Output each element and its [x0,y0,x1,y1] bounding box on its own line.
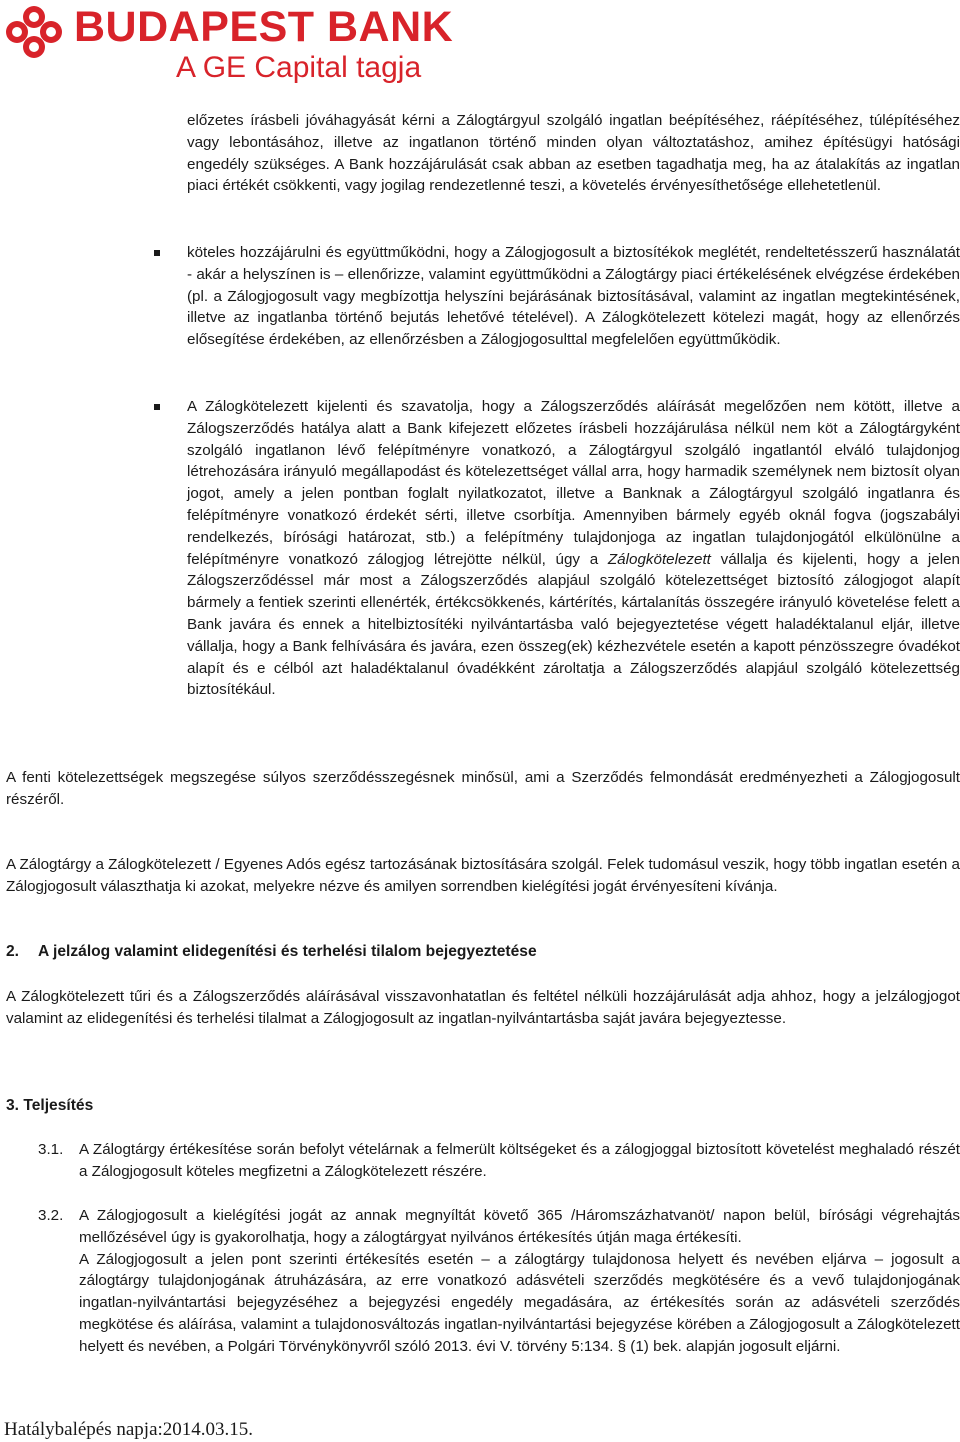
declaration-text-part1: A Zálogkötelezett kijelenti és szavatolja, hogy a Zálogszerződés aláírását megelőzően nem kötött, illetve a Zálogszerződés hatálya alatt a Bank kifejezett előzetes írásbeli hozzájárulása nélkül nem köt a Zálogtárgyként szolgáló ingatlanon lévő felépítményre vonatkozó, a Zálogtárgyul szolgáló ingatlantól elváló tulajdonjog létrehozására irányuló megállapodást és kötelezettséget vállal arra, hogy harmadik személynek nem biztosít olyan jogot, amely a jelen pontban foglalt nyilatkozatot, illetve a Banknak a Zálogtárgyul szolgáló ingatlanra és felépítményre vonatkozó érdekét sérti, illetve csorbítja. Amennyiben bármely egyéb oknál fogva (jogszabályi rendelkezés, bírósági határozat, stb.) a felépítmény tulajdonjoga az ingatlan tulajdonjogától elkülönülne a felépítményre vonatkozó zálogjog létrejötte nélkül, úgy a [187,398,960,568]
item-3-1-text: A Zálogtárgy értékesítése során befolyt vételárnak a felmerült költségeket és a zálogjoggal biztosított követelést meghaladó részét a Zálogjogosult köteles megfizetni a Zálogkötelezett részére. [79,1141,960,1180]
brand-tagline: A GE Capital tagja [176,51,422,84]
item-3-1-number: 3.1. [38,1141,64,1158]
page-header [0,0,454,96]
section-2-text: A Zálogkötelezett tűri és a Zálogszerződés aláírásával visszavonhatatlan és feltétel nélküli hozzájárulását adja ahhoz, hogy a jelzálogjogot valamint az elidegenítési és terhelési tilalmat a Zálogjogosult az ingatlan-nyilvántartásba saját javára bejegyeztesse. [6,988,960,1027]
collateral-paragraph: A Zálogtárgy a Zálogkötelezett / Egyenes Adós egész tartozásának biztosítására szolgál. Felek tudomásul veszik, hogy több ingatlan esetén a Zálogjogosult választhatja ki azokat, melyekre nézve és amilyen sorrendben kielégítési jogát érvényesíteni kívánja. [6,856,960,895]
section-3-heading: 3. Teljesítés [6,1097,94,1114]
bullet-square-icon [154,250,160,256]
declaration-emphasis: Zálogkötelezett [607,550,711,568]
list-item-declaration [187,396,960,701]
effective-date-footer: Hatálybalépés napja:2014.03.15. [4,1419,254,1440]
breach-paragraph: A fenti kötelezettségek megszegése súlyos szerződésszegésnek minősül, ami a Szerződés felmondását eredményezheti a Zálogjogosult részéről. [6,769,960,808]
section-2-heading [6,941,537,963]
item-3-2-paragraph-2: A Zálogjogosult a jelen pont szerinti értékesítés esetén – a zálogtárgy tulajdonosa helyett és nevében eljárva – jogosult a zálogtárgy tulajdonjogának átruházására, az erre vonatkozó adásvételi szerződés megkötésére és a vevő tulajdonjogának ingatlan-nyilvántartási bejegyzéséhez a bejegyzési engedély megadására, az értékesítés során az adásvételi szerződés megkötése és aláírása, valamint a tulajdonosváltozás ingatlan-nyilvántartási bejegyzése körében a Zálogjogosult a Zálogkötelezett helyett és nevében, a Polgári Törvénykönyvről szóló 2013. évi V. törvény 5:134. § (1) bek. alapján jogosult eljárni. [79,1250,960,1355]
brand-name: BUDAPEST BANK [74,3,454,51]
intro-paragraph: előzetes írásbeli jóváhagyását kérni a Zálogtárgyul szolgáló ingatlan beépítéséhez, ráépítéséhez, túlépítéséhez vagy lebontásához, illetve az ingatlanon történő minden olyan változtatáshoz, amihez építésügyi hatósági engedély szükséges. A Bank hozzájárulását csak abban az esetben tagadhatja meg, ha az átalakítás az ingatlan piaci értékét csökkenti, vagy jogilag rendezetlenné teszi, a követelés érvényesíthetősége ellehetetlenül. [187,112,960,195]
section-2-number: 2. [6,943,20,960]
item-3-2-paragraph-1: A Zálogjogosult a kielégítési jogát az annak megnyíltát követő 365 /Háromszázhatvanöt/ napon belül, bírósági végrehajtás mellőzésével úgy is gyakorolhatja, hogy a zálogtárgyat nyilvános értékesítés útján maga értékesíti. [79,1207,960,1246]
bank-logo-icon [4,4,64,60]
list-item-cooperation: köteles hozzájárulni és együttműködni, hogy a Zálogjogosult a biztosítékok meglétét, rendeltetésszerű használatát - akár a helyszínen is – ellenőrizze, valamint együttműködni a Zálogtárgy piaci értékelésének elvégzése érdekében (pl. a Zálogjogosult vagy megbízottja helyszíni bejárásának biztosításával, valamint az ingatlan megtekintésének, illetve az ingatlanba történő bejutás lehetővé tételével). A Zálogkötelezett kötelezi magát, hogy az ellenőrzés elősegítése érdekében, az ellenőrzésben a Zálogjogosulttal megfelelően együttműködik. [187,244,960,349]
section-2-title: A jelzálog valamint elidegenítési és terhelési tilalom bejegyeztetése [38,943,537,960]
item-3-2-number: 3.2. [38,1207,64,1224]
bullet-square-icon [154,404,160,410]
declaration-text-part2: vállalja és kijelenti, hogy a jelen Zálogszerződéssel már most a Zálogszerződés alapjául szolgáló kötelezettséget biztosító zálogjogot alapít bármely a fentiek szerinti ellenérték, értékcsökkenés, kártérítés, kártalanítás összegére irányuló követelése felett a Bank javára és ennek a hitelbiztosítéki nyilvántartásba való bejegyeztetése végett haladéktalanul eljár, illetve vállalja, hogy a Bank felhívására és javára, ezen összeg(ek) kézhezvétele esetén a kapott pénzösszegre óvadékot alapít és e célból azt haladéktalanul óvadékként zároltatja a Zálogszerződés alapjául szolgáló kötelezettség biztosítékául. [187,550,960,699]
item-3-2-text [79,1205,960,1358]
